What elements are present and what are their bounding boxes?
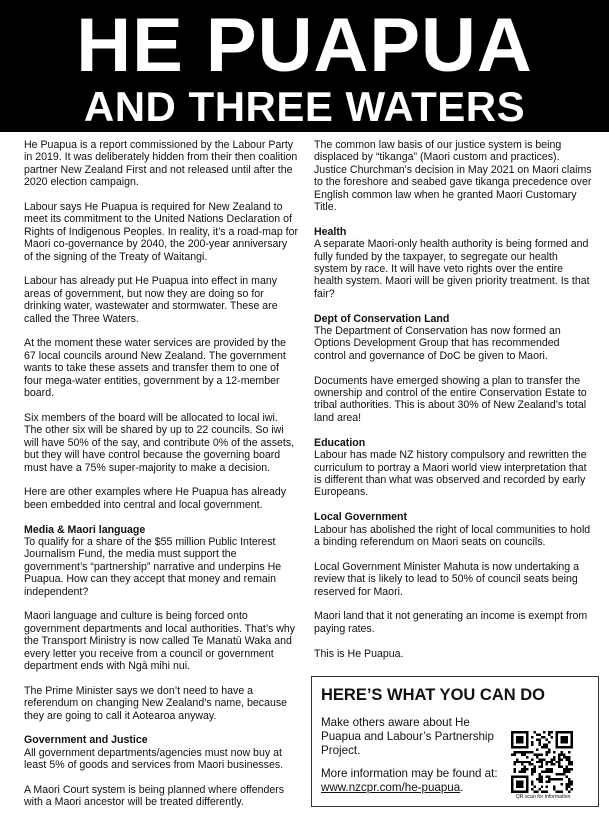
paragraph: The Prime Minister says we don’t need to have a referendum on changing New Zealand’s name, because they are going to call it Aotearoa anyway. [24, 684, 288, 722]
paragraph: Labour has abolished the right of local communities to hold a binding referendum on Maori seats on councils. [314, 523, 591, 548]
page-title: HE PUAPUA [76, 3, 533, 88]
paragraph: Maori language and culture is being forced onto government departments and local authorities. That’s why the Transport Ministry is now called Te Manatū Waka and every letter you receive from a council or government department ends with Ngā mihi nui. [24, 610, 296, 672]
paragraph: Labour has made NZ history compulsory and rewritten the curriculum to portray a Maori world view interpretation that is different than what was observed and recorded by early Europeans. [314, 449, 587, 499]
paragraph: The common law basis of our justice system is being displaced by “tikanga” (Maori custom and practices). Justice Churchman's decision in May 2021 on Maori claims to the foreshore and seabed gave tikanga precedence over English common law when he granted Maori Customary Title. [314, 139, 592, 214]
cta-paragraph: Make others aware about He Puapua and Labour’s Partnership Project. [321, 716, 494, 757]
paragraph: This is He Puapua. [314, 647, 404, 660]
section-heading-education: Education [314, 436, 366, 449]
paragraph: Labour says He Puapua is required for New Zealand to meet its commitment to the United Nations Declaration of Rights of Indigenous Peoples. In reality, it’s a road-map for Maori co-governance by 2040, the 200-year anniversary of the signing of the Treaty of Waitangi. [24, 201, 299, 263]
paragraph: Documents have emerged showing a plan to transfer the ownership and control of the entire Conservation Estate to tribal authorities. This is about 30% of New Zealand's total land area! [314, 374, 587, 424]
left-column [24, 139, 298, 821]
page-subtitle: AND THREE WATERS [83, 83, 526, 130]
paragraph: A separate Maori-only health authority is being formed and fully funded by the taxpayer, to segregate our health system by race. It will have veto rights over the entire health system. Maori will be given priority treatment. Is that fair? [314, 238, 590, 300]
paragraph: Here are other examples where He Puapua has already been embedded into central and local government. [24, 486, 287, 511]
cta-title: HERE’S WHAT YOU CAN DO [321, 686, 545, 704]
qr-caption: QR scan for information [515, 794, 571, 800]
section-heading-government: Government and Justice [24, 734, 148, 747]
paragraph: At the moment these water services are provided by the 67 local councils around New Zealand. The government wants to take these assets and transfer them to one of four mega-water entities, government by a 12-member board. [24, 337, 287, 400]
section-heading-local-government: Local Government [314, 511, 408, 524]
paragraph: The Department of Conservation has now formed an Options Development Group that has recommended control and governance of DoC be given to Maori. [314, 325, 561, 362]
website-link[interactable]: www.nzcpr.com/he-puapua [321, 781, 461, 794]
paragraph: Maori land that it not generating an income is exempt from paying rates. [314, 610, 588, 635]
paragraph: Local Government Minister Mahuta is now undertaking a review that is likely to lead to 50% of council seats being reserved for Maori. [314, 560, 579, 598]
section-heading-media: Media & Maori language [24, 523, 146, 536]
paragraph: He Puapua is a report commissioned by the Labour Party in 2019. It was deliberately hidden from their then coalition partner New Zealand First and not released until after the 2020 election campaign. [24, 139, 298, 189]
paragraph: Six members of the board will be allocated to local iwi. The other six will be shared by up to 22 councils. So iwi will have 50% of the say, and contribute 0% of the assets, but they will have control because the governing board must have a 75% super-majority to make a decision. [24, 411, 295, 474]
paragraph: A Maori Court system is being planned where offenders with a Maori ancestor will be treated differently. [24, 783, 285, 809]
link-period: . [460, 781, 464, 794]
call-to-action-box [311, 676, 599, 807]
header-banner [0, 0, 609, 132]
qr-code-icon[interactable] [511, 731, 573, 793]
cta-more-info-label: More information may be found at: [321, 767, 498, 780]
paragraph: Labour has already put He Puapua into effect in many areas of government, but now they are doing so for drinking water, wastewater and stormwater. These are called the Three Waters. [24, 275, 278, 325]
cta-more-info [321, 767, 511, 795]
right-column [314, 139, 592, 672]
section-heading-health: Health [314, 225, 347, 238]
paragraph: To qualify for a share of the $55 million Public Interest Journalism Fund, the media must support the government’s “partnership” narrative and underpins He Puapua. How can they accept that money and remain independent? [24, 535, 282, 598]
paragraph: All government departments/agencies must now buy at least 5% of goods and services from Maori businesses. [24, 746, 284, 772]
section-heading-conservation: Dept of Conservation Land [314, 312, 450, 325]
